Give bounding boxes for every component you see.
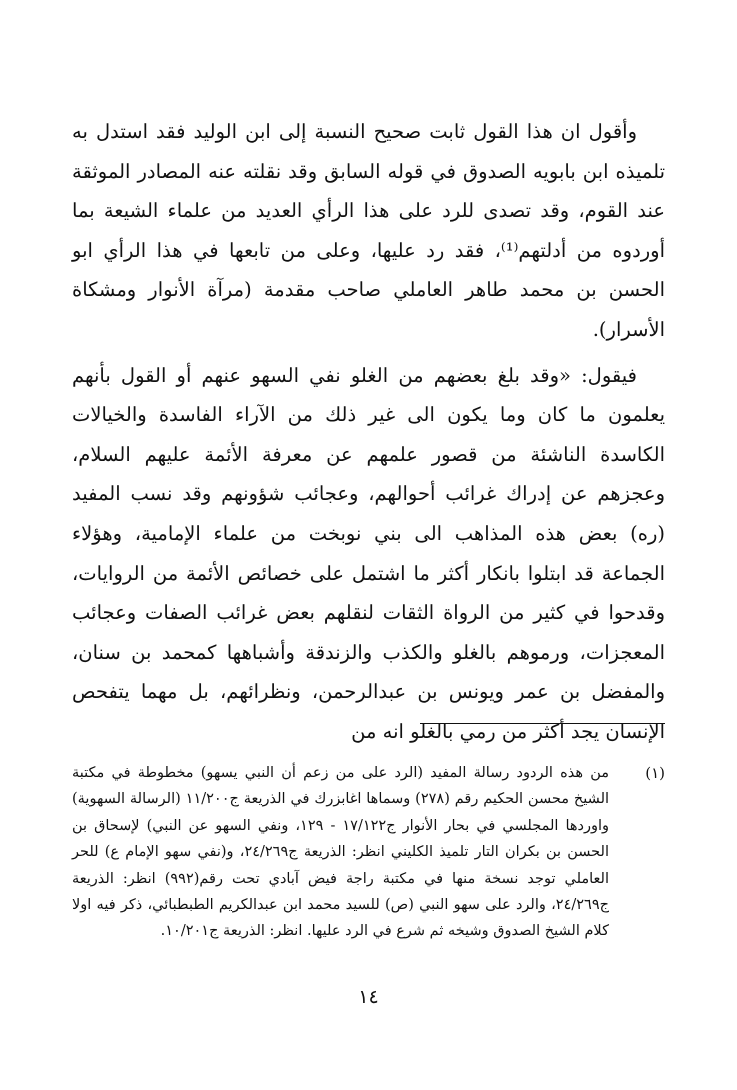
paragraph-2: فيقول: «وقد بلغ بعضهم من الغلو نفي السهو عنهم أو القول بأنهم يعلمون ما كان وما يكون الى غير ذلك من الآراء الفاسدة والخيالات الكاسدة الناشئة من قصور علمهم عن معرفة الأئمة عليهم السلام، وعجزهم عن إدراك غرائب أحوالهم، وعجائب شؤونهم وقد نسب المفيد (ره) بعض هذه المذاهب الى بني نوبخت من علماء الإمامية، وهؤلاء الجماعة قد ابتلوا بانكار أكثر ما اشتمل على خصائص الأئمة من الروايات، وقدحوا في كثير من الرواة الثقات لنقلهم بعض غرائب الصفات وعجائب المعجزات، ورموهم بالغلو والكذب والزندقة وأشباهها كمحمد بن سنان، والمفضل بن عمر ويونس بن عبدالرحمن، ونظرائهم، بل مهما يتفحص الإنسان يجد أكثر من رمي بالغلو انه من (72, 363, 665, 743)
paragraph-1: وأقول ان هذا القول ثابت صحيح النسبة إلى ابن الوليد فقد استدل به تلميذه ابن بابويه الصدوق في قوله السابق وقد نقلته عنه المصادر الموثقة عند القوم، وقد تصدى للرد على هذا الرأي العديد من علماء الشيعة بما أوردوه من أدلتهم⁽¹⁾، فقد رد عليها، وعلى من تابعها في هذا الرأي ابو الحسن بن محمد طاهر العاملي صاحب مقدمة (مرآة الأنوار ومشكاة الأسرار). (72, 120, 666, 341)
footnote-text: من هذه الردود رسالة المفيد (الرد على من زعم أن النبي يسهو) مخطوطة في مكتبة الشيخ محسن الحكيم رقم (٢٧٨) وسماها اغابزرك في الذريعة ج١١/٢٠٠ (الرسالة السهوية) واوردها المجلسي في بحار الأنوار ج١٧/١٢٢ - ١٢٩، ونفي السهو عن النبي) لإسحاق بن الحسن بن بكران التار تلميذ الكليني انظر: الذريعة ج٢٤/٢٦٩، و(نفي سهو الإمام ع) للحر العاملي توجد نسخة منها في مكتبة راجة فيض آبادي تحت رقم(٩٩٢) انظر: الذريعة ج٢٤/٢٦٩، والرد على سهو النبي (ص) للسيد محمد ابن عبدالكريم الطبطبائي، ذكر فيه اولا كلام الشيخ الصدوق وشيخه ثم شرع في الرد عليها. انظر: الذريعة ج١٠/٢٠١. (72, 765, 610, 940)
footnote (72, 760, 665, 945)
footnote-divider (420, 723, 665, 724)
footnote-marker: (١) (645, 764, 665, 782)
page-number: ١٤ (358, 986, 379, 1008)
main-text-block (72, 112, 665, 758)
